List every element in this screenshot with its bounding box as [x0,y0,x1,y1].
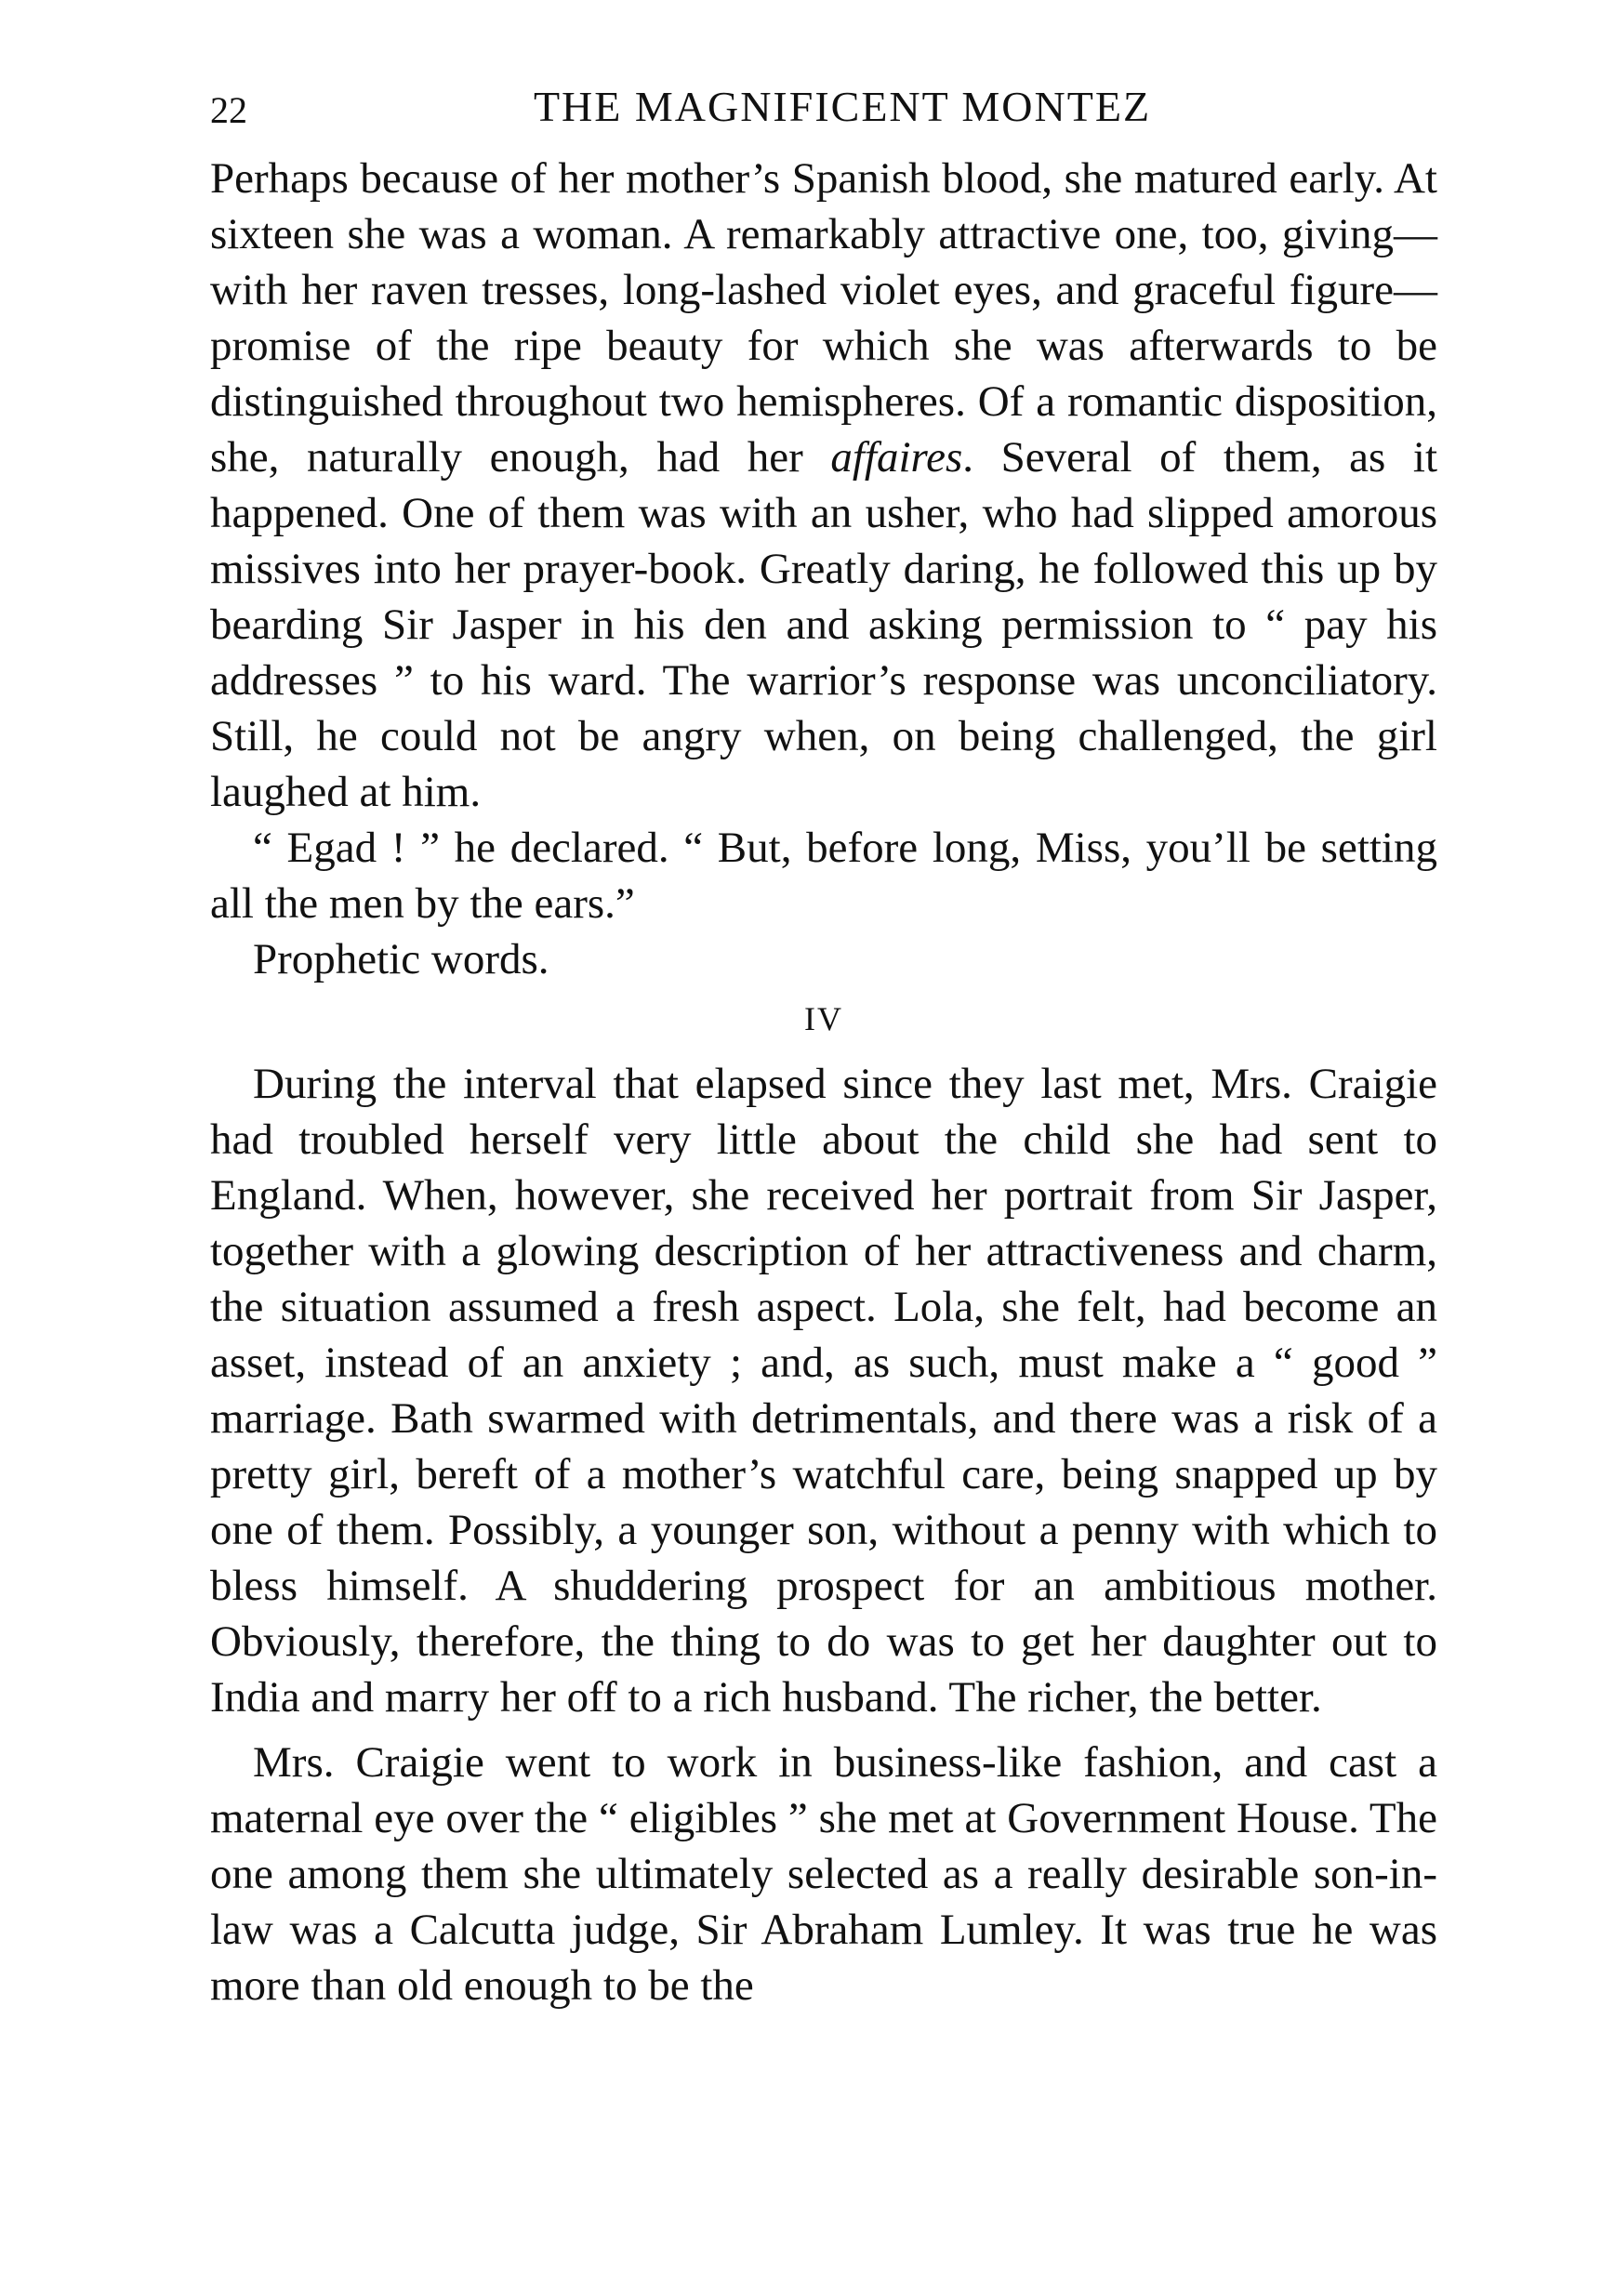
running-title: THE MAGNIFICENT MONTEZ [533,83,1152,130]
paragraph-gap [210,1725,1437,1735]
section-heading: IV [804,1000,843,1037]
page-number: 22 [210,89,247,131]
paragraph-5: Mrs. Craigie went to work in business-like fashion, and cast a maternal eye over the “ eligibles ” she met at Government House. The one among them she ultimately selected as a really desirable son-in-law was a Calcutta judge, Sir Abraham Lumley. It was true he was more than old enough to be the [210,1738,1437,2010]
paragraph-1-text-b: . Several of them, as it happened. One of them was with an usher, who had slipped amorous missives into her prayer-book. Greatly daring, he followed this up by bearding Sir Jasper in his den and asking permission to “ pay his addresses ” to his ward. The warrior’s response was unconciliatory. Still, he could not be angry when, on being challenged, the girl laughed at him. [210,433,1438,816]
paragraph-3: Prophetic words. [253,935,549,983]
paragraph-1-italic-word: affaires [830,433,963,482]
paragraph-1-text-a: Perhaps because of her mother’s Spanish blood, she matured early. At sixteen she was a woman. A remarkably attractive one, too, giving—with her raven tresses, long-lashed violet eyes, and graceful figure—promise of the ripe beauty for which she was afterwards to be distinguished throughout two hemispheres. Of a romantic disposition, she, naturally enough, had her [210,154,1437,482]
paragraph-1 [210,151,1437,820]
paragraph-2: “ Egad ! ” he declared. “ But, before long, Miss, you’ll be setting all the men by the ears.” [210,824,1437,928]
page-header [210,74,1437,139]
paragraph-4: During the interval that elapsed since they last met, Mrs. Craigie had troubled herself very little about the child she had sent to England. When, however, she received her portrait from Sir Jasper, together with a glowing description of her attractiveness and charm, the situation assumed a fresh aspect. Lola, she felt, had become an asset, instead of an anxiety ; and, as such, must make a “ good ” marriage. Bath swarmed with detrimentals, and there was a risk of a pretty girl, bereft of a mother’s watchful care, being snapped up by one of them. Possibly, a younger son, without a penny with which to bless himself. A shuddering prospect for an ambitious mother. Obviously, therefore, the thing to do was to get her daughter out to India and marry her off to a rich husband. The richer, the better. [210,1060,1437,1722]
book-page [210,74,1437,2013]
page-body [210,151,1437,2013]
